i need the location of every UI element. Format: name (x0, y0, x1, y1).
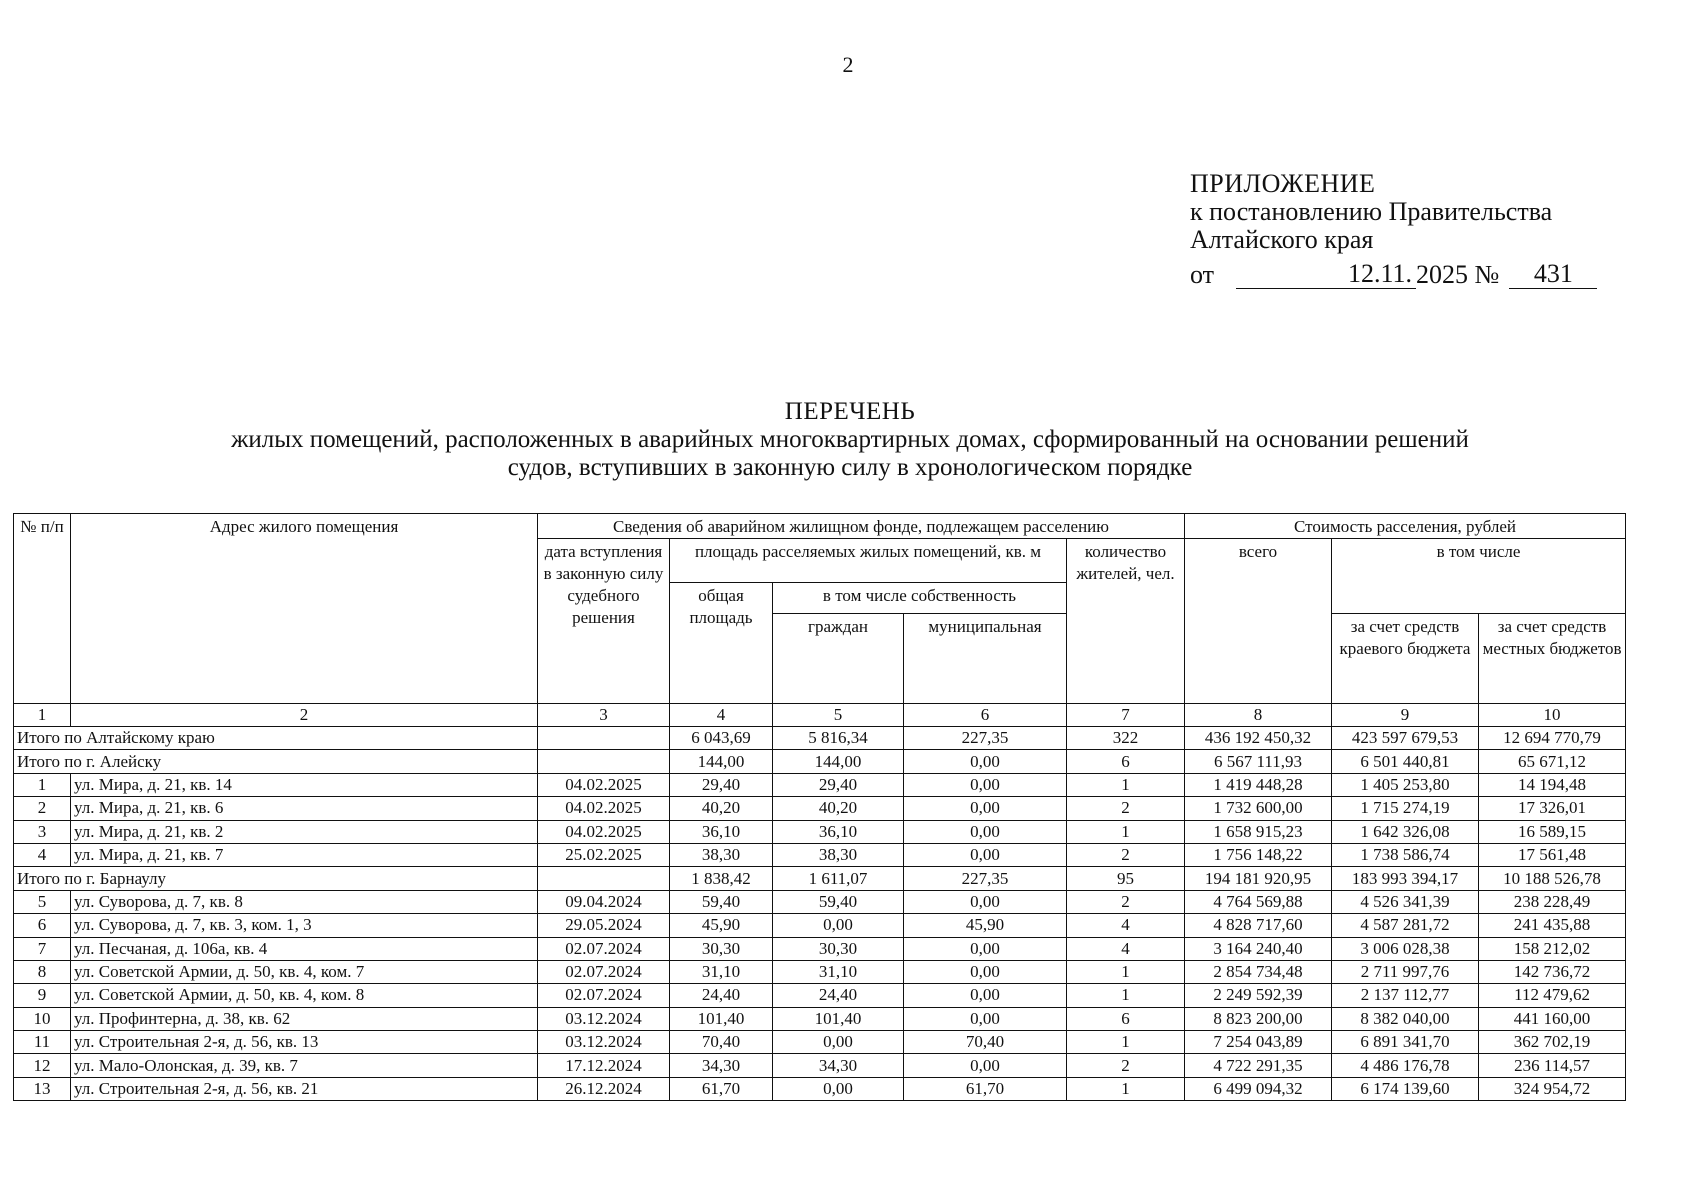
row-number: 11 (14, 1031, 71, 1054)
table-row (14, 1007, 1626, 1030)
row-cost-local: 17 561,48 (1479, 843, 1626, 866)
appendix-line-2: Алтайского края (1190, 225, 1374, 254)
table-row (14, 820, 1626, 843)
row-cost-regional: 1 715 274,19 (1332, 797, 1479, 820)
document-title (100, 398, 1600, 482)
row-date: 04.02.2025 (538, 773, 670, 796)
row-cost-local: 65 671,12 (1479, 750, 1626, 773)
row-total-area: 30,30 (670, 937, 773, 960)
row-residents: 6 (1067, 1007, 1185, 1030)
column-number: 10 (1479, 704, 1626, 727)
row-municipal-area: 61,70 (904, 1077, 1067, 1100)
row-date: 02.07.2024 (538, 960, 670, 983)
appendix-block (1190, 170, 1597, 289)
row-citizens-area: 34,30 (773, 1054, 904, 1077)
row-residents: 1 (1067, 820, 1185, 843)
row-cost-total: 2 854 734,48 (1185, 960, 1332, 983)
column-number: 9 (1332, 704, 1479, 727)
row-number: 6 (14, 914, 71, 937)
row-cost-local: 12 694 770,79 (1479, 727, 1626, 750)
row-citizens-area: 36,10 (773, 820, 904, 843)
row-cost-regional: 423 597 679,53 (1332, 727, 1479, 750)
table-body (14, 727, 1626, 1101)
row-citizens-area: 31,10 (773, 960, 904, 983)
row-total-area: 6 043,69 (670, 727, 773, 750)
column-number: 5 (773, 704, 904, 727)
row-address: ул. Строительная 2-я, д. 56, кв. 21 (71, 1077, 538, 1100)
row-address: ул. Суворова, д. 7, кв. 8 (71, 890, 538, 913)
row-cost-regional: 6 891 341,70 (1332, 1031, 1479, 1054)
row-residents: 2 (1067, 890, 1185, 913)
column-number: 7 (1067, 704, 1185, 727)
row-date (538, 727, 670, 750)
row-cost-regional: 2 137 112,77 (1332, 984, 1479, 1007)
row-citizens-area: 40,20 (773, 797, 904, 820)
row-cost-total: 7 254 043,89 (1185, 1031, 1332, 1054)
row-total-area: 45,90 (670, 914, 773, 937)
row-citizens-area: 1 611,07 (773, 867, 904, 890)
row-cost-regional: 6 174 139,60 (1332, 1077, 1479, 1100)
row-cost-regional: 4 486 176,78 (1332, 1054, 1479, 1077)
table-row (14, 1077, 1626, 1100)
housing-table (13, 513, 1626, 1101)
row-total-area: 61,70 (670, 1077, 773, 1100)
row-residents: 1 (1067, 1031, 1185, 1054)
table-row (14, 984, 1626, 1007)
header-date: дата вступления в законную силу судебного решения (538, 539, 670, 704)
row-address: ул. Мира, д. 21, кв. 6 (71, 797, 538, 820)
header-no: № п/п (14, 514, 71, 704)
header-area: площадь расселяемых жилых помещений, кв. м (670, 539, 1067, 583)
header-incl: в том числе (1332, 539, 1626, 614)
column-number: 2 (71, 704, 538, 727)
row-cost-regional: 8 382 040,00 (1332, 1007, 1479, 1030)
table-total-row (14, 867, 1626, 890)
row-cost-total: 194 181 920,95 (1185, 867, 1332, 890)
row-total-area: 144,00 (670, 750, 773, 773)
table-row (14, 914, 1626, 937)
row-residents: 4 (1067, 914, 1185, 937)
row-number: 13 (14, 1077, 71, 1100)
row-cost-regional: 3 006 028,38 (1332, 937, 1479, 960)
row-citizens-area: 0,00 (773, 1031, 904, 1054)
row-citizens-area: 0,00 (773, 914, 904, 937)
document-heading: ПЕРЕЧЕНЬ (784, 398, 916, 425)
row-date: 04.02.2025 (538, 820, 670, 843)
row-residents: 95 (1067, 867, 1185, 890)
document-subtitle-2: судов, вступивших в законную силу в хронологическом порядке (507, 454, 1193, 481)
row-number: 7 (14, 937, 71, 960)
row-number: 4 (14, 843, 71, 866)
table-row (14, 960, 1626, 983)
column-number: 3 (538, 704, 670, 727)
row-date: 03.12.2024 (538, 1007, 670, 1030)
row-cost-regional: 1 738 586,74 (1332, 843, 1479, 866)
row-total-area: 24,40 (670, 984, 773, 1007)
row-citizens-area: 29,40 (773, 773, 904, 796)
row-municipal-area: 0,00 (904, 820, 1067, 843)
row-cost-local: 16 589,15 (1479, 820, 1626, 843)
row-total-area: 31,10 (670, 960, 773, 983)
row-residents: 1 (1067, 1077, 1185, 1100)
row-municipal-area: 0,00 (904, 843, 1067, 866)
row-cost-local: 324 954,72 (1479, 1077, 1626, 1100)
row-number: 1 (14, 773, 71, 796)
row-residents: 322 (1067, 727, 1185, 750)
row-date: 04.02.2025 (538, 797, 670, 820)
row-cost-local: 236 114,57 (1479, 1054, 1626, 1077)
row-date (538, 867, 670, 890)
header-total-area: общая площадь (670, 583, 773, 704)
row-municipal-area: 0,00 (904, 1054, 1067, 1077)
row-cost-total: 4 722 291,35 (1185, 1054, 1332, 1077)
table-row (14, 890, 1626, 913)
row-cost-local: 112 479,62 (1479, 984, 1626, 1007)
row-total-area: 101,40 (670, 1007, 773, 1030)
row-cost-local: 241 435,88 (1479, 914, 1626, 937)
row-cost-regional: 6 501 440,81 (1332, 750, 1479, 773)
row-citizens-area: 101,40 (773, 1007, 904, 1030)
row-total-area: 34,30 (670, 1054, 773, 1077)
row-cost-regional: 183 993 394,17 (1332, 867, 1479, 890)
row-number: 8 (14, 960, 71, 983)
row-address: ул. Песчаная, д. 106а, кв. 4 (71, 937, 538, 960)
row-total-area: 40,20 (670, 797, 773, 820)
row-municipal-area: 0,00 (904, 1007, 1067, 1030)
row-cost-total: 3 164 240,40 (1185, 937, 1332, 960)
row-residents: 1 (1067, 960, 1185, 983)
row-number: 12 (14, 1054, 71, 1077)
row-cost-regional: 1 405 253,80 (1332, 773, 1479, 796)
row-number: 9 (14, 984, 71, 1007)
row-address: ул. Мира, д. 21, кв. 7 (71, 843, 538, 866)
row-address: ул. Советской Армии, д. 50, кв. 4, ком. 8 (71, 984, 538, 1007)
row-cost-local: 10 188 526,78 (1479, 867, 1626, 890)
row-residents: 6 (1067, 750, 1185, 773)
row-municipal-area: 0,00 (904, 984, 1067, 1007)
table-row (14, 797, 1626, 820)
header-residents: количество жителей, чел. (1067, 539, 1185, 704)
table-row (14, 937, 1626, 960)
row-citizens-area: 144,00 (773, 750, 904, 773)
row-municipal-area: 45,90 (904, 914, 1067, 937)
header-municipal: муниципальная (904, 614, 1067, 704)
row-cost-total: 1 658 915,23 (1185, 820, 1332, 843)
row-municipal-area: 0,00 (904, 750, 1067, 773)
row-residents: 1 (1067, 984, 1185, 1007)
document-subtitle-1: жилых помещений, расположенных в аварийных многоквартирных домах, сформированный на основании решений (231, 426, 1469, 453)
row-address: ул. Строительная 2-я, д. 56, кв. 13 (71, 1031, 538, 1054)
row-cost-regional: 4 587 281,72 (1332, 914, 1479, 937)
row-address: ул. Мира, д. 21, кв. 14 (71, 773, 538, 796)
row-cost-regional: 2 711 997,76 (1332, 960, 1479, 983)
row-cost-total: 8 823 200,00 (1185, 1007, 1332, 1030)
row-cost-total: 6 499 094,32 (1185, 1077, 1332, 1100)
table-row (14, 1054, 1626, 1077)
row-residents: 2 (1067, 843, 1185, 866)
row-total-area: 36,10 (670, 820, 773, 843)
row-address: ул. Советской Армии, д. 50, кв. 4, ком. 7 (71, 960, 538, 983)
row-date: 09.04.2024 (538, 890, 670, 913)
row-cost-regional: 1 642 326,08 (1332, 820, 1479, 843)
appendix-title: ПРИЛОЖЕНИЕ (1190, 169, 1376, 198)
row-municipal-area: 0,00 (904, 937, 1067, 960)
row-label: Итого по г. Барнаулу (14, 867, 538, 890)
row-residents: 4 (1067, 937, 1185, 960)
year-label: 2025 № (1416, 260, 1500, 289)
row-cost-total: 2 249 592,39 (1185, 984, 1332, 1007)
row-address: ул. Суворова, д. 7, кв. 3, ком. 1, 3 (71, 914, 538, 937)
row-cost-total: 1 756 148,22 (1185, 843, 1332, 866)
row-cost-total: 436 192 450,32 (1185, 727, 1332, 750)
row-municipal-area: 0,00 (904, 890, 1067, 913)
row-residents: 2 (1067, 797, 1185, 820)
row-citizens-area: 38,30 (773, 843, 904, 866)
table-total-row (14, 750, 1626, 773)
row-cost-total: 4 764 569,88 (1185, 890, 1332, 913)
row-citizens-area: 0,00 (773, 1077, 904, 1100)
header-emergency-info: Сведения об аварийном жилищном фонде, подлежащем расселению (538, 514, 1185, 539)
row-number: 2 (14, 797, 71, 820)
row-date: 17.12.2024 (538, 1054, 670, 1077)
header-regional: за счет средств краевого бюджета (1332, 614, 1479, 704)
row-date: 29.05.2024 (538, 914, 670, 937)
table-row (14, 1031, 1626, 1054)
row-municipal-area: 70,40 (904, 1031, 1067, 1054)
row-date: 26.12.2024 (538, 1077, 670, 1100)
header-cost: Стоимость расселения, рублей (1185, 514, 1626, 539)
row-date: 02.07.2024 (538, 937, 670, 960)
row-label: Итого по Алтайскому краю (14, 727, 538, 750)
column-number: 8 (1185, 704, 1332, 727)
row-number: 10 (14, 1007, 71, 1030)
row-municipal-area: 227,35 (904, 727, 1067, 750)
appendix-line-1: к постановлению Правительства (1190, 197, 1553, 226)
row-date (538, 750, 670, 773)
appendix-date-line (1190, 260, 1597, 289)
row-number: 5 (14, 890, 71, 913)
row-address: ул. Мало-Олонская, д. 39, кв. 7 (71, 1054, 538, 1077)
row-residents: 2 (1067, 1054, 1185, 1077)
row-cost-total: 1 732 600,00 (1185, 797, 1332, 820)
row-cost-local: 14 194,48 (1479, 773, 1626, 796)
header-cost-total: всего (1185, 539, 1332, 704)
row-cost-total: 4 828 717,60 (1185, 914, 1332, 937)
header-address: Адрес жилого помещения (71, 514, 538, 704)
decree-date: 12.11. (1236, 260, 1416, 289)
column-number: 1 (14, 704, 71, 727)
row-total-area: 1 838,42 (670, 867, 773, 890)
row-address: ул. Мира, д. 21, кв. 2 (71, 820, 538, 843)
table-row (14, 843, 1626, 866)
row-citizens-area: 24,40 (773, 984, 904, 1007)
table-row (14, 773, 1626, 796)
row-cost-local: 238 228,49 (1479, 890, 1626, 913)
row-cost-regional: 4 526 341,39 (1332, 890, 1479, 913)
row-total-area: 70,40 (670, 1031, 773, 1054)
row-cost-local: 142 736,72 (1479, 960, 1626, 983)
row-cost-total: 6 567 111,93 (1185, 750, 1332, 773)
from-label: от (1190, 260, 1215, 289)
row-residents: 1 (1067, 773, 1185, 796)
column-number: 6 (904, 704, 1067, 727)
row-total-area: 59,40 (670, 890, 773, 913)
row-date: 02.07.2024 (538, 984, 670, 1007)
header-citizens: граждан (773, 614, 904, 704)
header-local: за счет средств местных бюджетов (1479, 614, 1626, 704)
row-citizens-area: 59,40 (773, 890, 904, 913)
row-municipal-area: 227,35 (904, 867, 1067, 890)
row-cost-total: 1 419 448,28 (1185, 773, 1332, 796)
row-date: 03.12.2024 (538, 1031, 670, 1054)
row-cost-local: 158 212,02 (1479, 937, 1626, 960)
row-cost-local: 362 702,19 (1479, 1031, 1626, 1054)
page-number: 2 (842, 52, 854, 77)
row-cost-local: 441 160,00 (1479, 1007, 1626, 1030)
header-incl-ownership: в том числе собственность (773, 583, 1067, 614)
row-cost-local: 17 326,01 (1479, 797, 1626, 820)
row-total-area: 29,40 (670, 773, 773, 796)
decree-number: 431 (1509, 260, 1597, 289)
row-municipal-area: 0,00 (904, 797, 1067, 820)
row-label: Итого по г. Алейску (14, 750, 538, 773)
column-number: 4 (670, 704, 773, 727)
row-date: 25.02.2025 (538, 843, 670, 866)
row-number: 3 (14, 820, 71, 843)
row-address: ул. Профинтерна, д. 38, кв. 62 (71, 1007, 538, 1030)
row-citizens-area: 30,30 (773, 937, 904, 960)
row-municipal-area: 0,00 (904, 960, 1067, 983)
row-total-area: 38,30 (670, 843, 773, 866)
table-total-row (14, 727, 1626, 750)
row-citizens-area: 5 816,34 (773, 727, 904, 750)
column-number-row (14, 704, 1626, 727)
row-municipal-area: 0,00 (904, 773, 1067, 796)
